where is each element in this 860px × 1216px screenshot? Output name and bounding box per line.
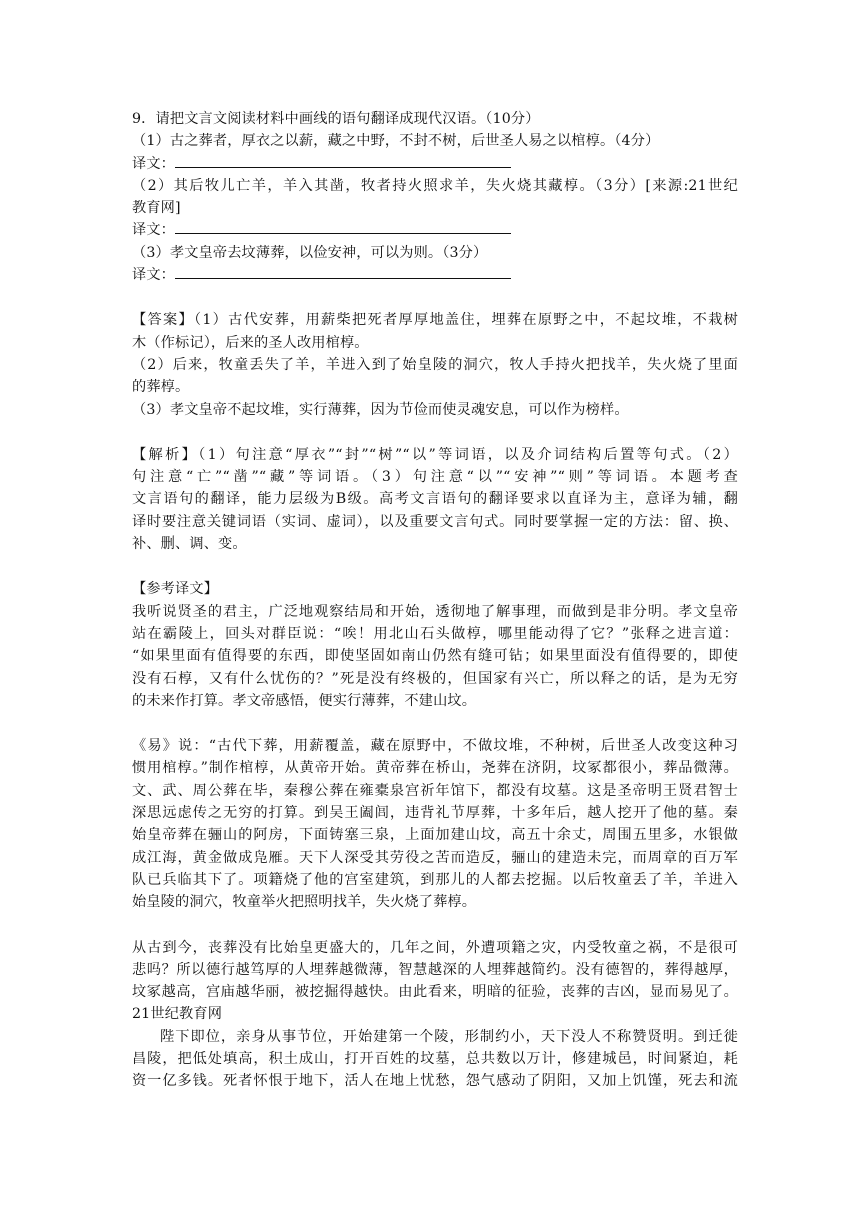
reference-line: 悲吗？所以德行越笃厚的人埋葬越微薄，智慧越深的人埋葬越简约。没有德智的，葬得越厚， xyxy=(132,961,738,978)
reference-line: 的未来作打算。孝文帝感悟，便实行薄葬，不建山坟。 xyxy=(132,692,477,709)
question-title: 9．请把文言文阅读材料中画线的语句翻译成现代汉语。（10分） xyxy=(132,111,540,127)
reference-line: 资一亿多钱。死者怀恨于地下，活人在地上忧愁，怨气感动了阴阳，又加上饥馑，死去和流 xyxy=(132,1073,738,1090)
analysis-line: 句注意“亡”“凿”“藏”等词语。（3）句注意“以”“安神”“则”等词语。本题考查 xyxy=(132,469,738,486)
translate-line-1 xyxy=(132,153,738,175)
reference-line: 文、武、周公葬在毕，秦穆公葬在雍橐泉宫祈年馆下，都没有坟墓。这是圣帝明王贤君智士 xyxy=(132,782,738,799)
reference-line: “如果里面有值得要的东西，即使坚固如南山仍然有缝可钻；如果里面没有值得要的，即使 xyxy=(132,648,738,665)
question-item-2-line1: （2）其后牧儿亡羊，羊入其凿，牧者持火照求羊，失火烧其藏椁。（3分）[来源:21世纪 xyxy=(132,177,738,194)
analysis-line: 【解析】（1）句注意“厚衣”“封”“树”“以”等词语，以及介词结构后置等句式。（2） xyxy=(132,446,738,463)
translate-label: 译文： xyxy=(132,222,176,239)
translate-label: 译文： xyxy=(132,267,176,284)
translate-label: 译文： xyxy=(132,155,176,172)
answer-blank xyxy=(175,155,511,168)
reference-line: 从古到今，丧葬没有比始皇更盛大的，几年之间，外遭项籍之灾，内受牧童之祸，不是很可 xyxy=(132,939,738,956)
reference-line: 深思远虑传之无穷的打算。到吴王阖闾，违背礼节厚葬，十多年后，越人挖开了他的墓。秦 xyxy=(132,805,738,822)
reference-line: 我听说贤圣的君主，广泛地观察结局和开始，透彻地了解事理，而做到是非分明。孝文皇帝 xyxy=(132,603,738,620)
analysis-line: 译时要注意关键词语（实词、虚词），以及重要文言句式。同时要掌握一定的方法：留、换、 xyxy=(132,513,738,530)
reference-line: 始皇陵的洞穴，牧童举火把照明找羊，失火烧了葬椁。 xyxy=(132,894,477,911)
reference-line: 《易》说：“古代下葬，用薪覆盖，藏在原野中，不做坟堆，不种树，后世圣人改变这种习 xyxy=(132,738,738,755)
reference-line: 昌陵，把低处填高，积土成山，打开百姓的坟墓，总共数以万计，修建城邑，时间紧迫，耗 xyxy=(132,1050,738,1067)
translate-line-2 xyxy=(132,219,738,241)
reference-line: 队已兵临其下了。项籍烧了他的宫室建筑，到那儿的人都去挖掘。以后牧童丢了羊，羊进入 xyxy=(132,871,738,888)
answer-line: （3）孝文皇帝不起坟堆，实行薄葬，因为节俭而使灵魂安息，可以作为榜样。 xyxy=(132,401,629,418)
answer-line: 木（作标记），后来的圣人改用棺椁。 xyxy=(132,334,369,351)
reference-line: 坟冢越高，宫庙越华丽，被挖掘得越快。由此看来，明暗的征验，丧葬的吉凶，显而易见了。 xyxy=(132,984,738,1001)
question-item-2-line2: 教育网] xyxy=(132,200,181,217)
reference-heading: 【参考译文】 xyxy=(132,581,219,598)
answer-blank xyxy=(175,266,511,279)
reference-line: 惯用棺椁。”制作棺椁，从黄帝开始。黄帝葬在桥山，尧葬在济阴，坟冢都很小，葬品微薄。 xyxy=(132,760,738,777)
analysis-line: 文言语句的翻译，能力层级为B级。高考文言语句的翻译要求以直译为主，意译为辅，翻 xyxy=(132,491,738,508)
reference-line: 始皇帝葬在骊山的阿房，下面铸塞三泉，上面加建山坟，高五十余丈，周围五里多，水银做 xyxy=(132,827,738,844)
answer-line: 的葬椁。 xyxy=(132,379,190,396)
answer-line: 【答案】（1）古代安葬，用薪柴把死者厚厚地盖住，埋葬在原野之中，不起坟堆，不栽树 xyxy=(132,312,738,329)
translate-line-3 xyxy=(132,264,738,286)
question-item-1: （1）古之葬者，厚衣之以薪，藏之中野，不封不树，后世圣人易之以棺椁。（4分） xyxy=(132,133,660,150)
reference-line: 没有石椁，又有什么忧伤的？”死是没有终极的，但国家有兴亡，所以释之的话，是为无穷 xyxy=(132,670,738,687)
answer-line: （2）后来，牧童丢失了羊，羊进入到了始皇陵的洞穴，牧人手持火把找羊，失火烧了里面 xyxy=(132,356,738,373)
reference-line: 21世纪教育网 xyxy=(132,1006,223,1023)
answer-blank xyxy=(175,221,511,234)
question-item-3: （3）孝文皇帝去坟薄葬，以俭安神，可以为则。（3分） xyxy=(132,244,488,261)
analysis-line: 补、删、调、变。 xyxy=(132,536,247,553)
reference-line: 陛下即位，亲身从事节位，开始建第一个陵，形制约小，天下没人不称赞贤明。到迁徙 xyxy=(160,1028,738,1045)
reference-line: 成江海，黄金做成凫雁。天下人深受其劳役之苦而造反，骊山的建造未完，而周章的百万军 xyxy=(132,849,738,866)
reference-line: 站在霸陵上，回头对群臣说：“唉！用北山石头做椁，哪里能动得了它？”张释之进言道： xyxy=(132,625,738,642)
document-page xyxy=(132,108,738,1093)
